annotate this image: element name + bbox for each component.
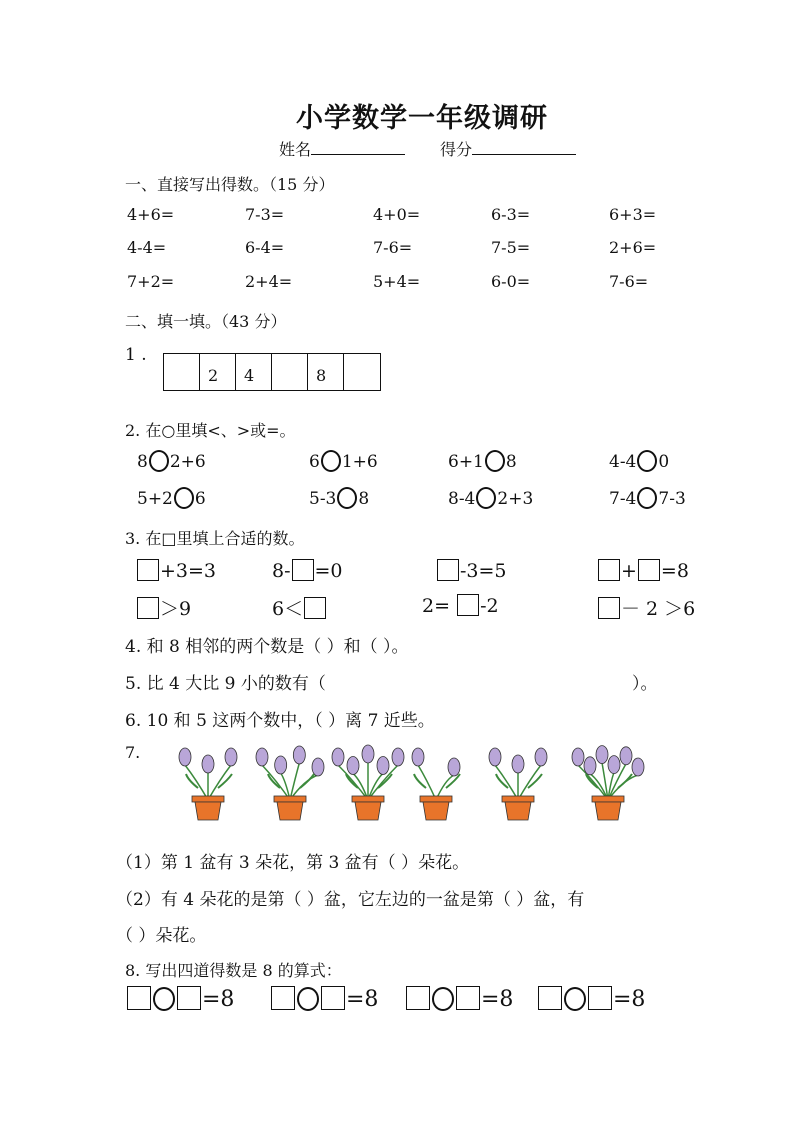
score-field[interactable] [440,137,576,160]
q3-item-h: － 2 ＞6 [597,594,695,621]
flower-icon [448,758,460,776]
compare-right: 2+3 [497,489,534,509]
operator-circle[interactable] [432,987,454,1011]
q4: 4. 和 8 相邻的两个数是（ ）和（ ）。 [125,637,409,657]
pot-icon [277,802,303,820]
equation-result: =8 [613,987,646,1012]
compare-left: 8 [137,452,148,472]
answer-box[interactable] [304,597,326,619]
pot-rim [274,796,306,802]
q3-item-b: 8- =0 [272,560,343,582]
compare-left: 5-3 [309,489,337,509]
flower-pot [572,746,644,820]
calc-item: 6-0= [491,272,531,291]
sequence-cell: 8 [308,354,344,390]
sequence-cell[interactable] [344,354,380,390]
compare-right: 2+6 [169,452,206,472]
q2-label: 2. 在○里填<、>或=。 [125,421,296,440]
answer-box[interactable] [271,986,295,1010]
q7-sub1: （1）第 1 盆有 3 朵花，第 3 盆有（ ）朵花。 [116,853,470,873]
compare-circle[interactable] [637,487,657,509]
flower-pot [179,748,237,820]
flower-icon [572,748,584,766]
sequence-cell: 2 [200,354,236,390]
q3-item-c: -3=5 [436,559,507,582]
pot-icon [423,802,449,820]
compare-item [137,487,206,509]
calc-item: 4+0= [373,205,421,224]
flower-icon [596,746,608,764]
flower-icon [512,755,524,773]
compare-left: 4-4 [609,452,637,472]
answer-box[interactable] [638,559,660,581]
equation-8 [270,986,378,1012]
compare-right: 8 [358,489,370,509]
calc-item: 6-4= [245,238,285,257]
calc-item: 7-6= [609,272,649,291]
answer-box[interactable] [456,986,480,1010]
calc-item: 2+4= [245,272,293,291]
compare-circle[interactable] [149,450,169,472]
compare-item [137,450,206,472]
operator-circle[interactable] [297,987,319,1011]
pot-icon [505,802,531,820]
flower-icon [275,756,287,774]
compare-right: 0 [658,452,670,472]
compare-left: 7-4 [609,489,637,509]
flower-icon [332,748,344,766]
flower-icon [632,758,644,776]
compare-item [309,450,378,472]
calc-item: 2+6= [609,238,657,257]
answer-box[interactable] [598,597,620,619]
compare-right: 7-3 [658,489,686,509]
q1-label: 1 . [125,345,147,365]
equation-result: =8 [202,987,235,1012]
calc-item: 7+2= [127,272,175,291]
calc-item: 7-6= [373,238,413,257]
compare-circle[interactable] [476,487,496,509]
pot-icon [595,802,621,820]
calc-item: 6-3= [491,205,531,224]
answer-box[interactable] [137,597,159,619]
answer-box[interactable] [292,559,314,581]
pot-rim [592,796,624,802]
compare-left: 6 [309,452,320,472]
q7-sub2-cont: （ ）朵花。 [116,926,207,946]
q5-end: ）。 [632,674,658,694]
flower-icon [347,757,359,775]
q7-sub2: （2）有 4 朵花的是第（ ）盆，它左边的一盆是第（ ）盆，有 [116,890,585,910]
q8-label: 8. 写出四道得数是 8 的算式： [125,961,342,980]
answer-box[interactable] [137,559,159,581]
flower-pot [412,748,460,820]
pot-rim [192,796,224,802]
equation-8 [126,986,234,1012]
compare-right: 6 [194,489,206,509]
pot-icon [355,802,381,820]
q3-item-f: 6＜ [272,594,327,621]
calc-item: 4+6= [127,205,175,224]
compare-item [609,450,669,472]
flower-icon [412,748,424,766]
score-label: 得分 [440,140,473,159]
compare-circle[interactable] [174,487,194,509]
flower-icon [608,756,620,774]
sequence-cell[interactable] [164,354,200,390]
equation-8 [537,986,645,1012]
q5-start: 5. 比 4 大比 9 小的数有（ [125,674,326,694]
answer-box[interactable] [457,594,479,616]
sequence-cell: 4 [236,354,272,390]
compare-item [309,487,369,509]
flower-icon [362,745,374,763]
pot-rim [502,796,534,802]
q3-label: 3. 在□里填上合适的数。 [125,529,305,548]
name-label: 姓名 [279,140,312,159]
operator-circle[interactable] [564,987,586,1011]
page-title: 小学数学一年级调研 [296,103,548,134]
compare-item [609,487,686,509]
flower-icon [202,755,214,773]
calc-item: 6+3= [609,205,657,224]
flower-icon [620,747,632,765]
q3-item-e: ＞9 [136,594,191,621]
section2-heading: 二、填一填。（43 分） [125,312,287,331]
pot-rim [420,796,452,802]
flower-icon [535,748,547,766]
compare-right: 1+6 [341,452,378,472]
flower-icon [584,757,596,775]
calc-item: 5+4= [373,272,421,291]
answer-box[interactable] [127,986,151,1010]
answer-box[interactable] [588,986,612,1010]
compare-left: 5+2 [137,489,173,509]
flower-pot [256,746,324,820]
operator-circle[interactable] [153,987,175,1011]
flower-icon [377,757,389,775]
calc-item: 7-5= [491,238,531,257]
compare-left: 8-4 [448,489,476,509]
equation-result: =8 [481,987,514,1012]
answer-box[interactable] [177,986,201,1010]
q3-item-d: + =8 [597,559,689,582]
flower-pot [332,745,404,820]
compare-item [448,487,533,509]
number-sequence [163,353,381,391]
section1-heading: 一、直接写出得数。（15 分） [125,175,335,194]
q7-label: 7. [125,743,141,762]
compare-left: 6+1 [448,452,484,472]
flower-icon [489,748,501,766]
flower-icon [256,748,268,766]
flower-icon [392,748,404,766]
answer-box[interactable] [437,559,459,581]
q3-item-a: +3=3 [136,559,216,582]
pot-icon [195,802,221,820]
compare-item [448,450,517,472]
compare-circle[interactable] [485,450,505,472]
compare-circle[interactable] [637,450,657,472]
flower-pot [489,748,547,820]
pot-rim [352,796,384,802]
flower-icon [225,748,237,766]
calc-item: 7-3= [245,205,285,224]
compare-right: 8 [505,452,517,472]
answer-box[interactable] [406,986,430,1010]
name-field[interactable] [279,137,405,160]
flower-icon [179,748,191,766]
calc-item: 4-4= [127,238,167,257]
answer-box[interactable] [538,986,562,1010]
flower-pots-illustration [168,740,670,824]
answer-box[interactable] [321,986,345,1010]
equation-8 [405,986,513,1012]
equation-result: =8 [346,987,379,1012]
compare-circle[interactable] [321,450,341,472]
sequence-cell[interactable] [272,354,308,390]
compare-circle[interactable] [337,487,357,509]
flower-icon [312,758,324,776]
q6: 6. 10 和 5 这两个数中，（ ）离 7 近些。 [125,711,435,731]
q3-item-g: 2= -2 [422,595,499,617]
answer-box[interactable] [598,559,620,581]
flower-icon [293,746,305,764]
